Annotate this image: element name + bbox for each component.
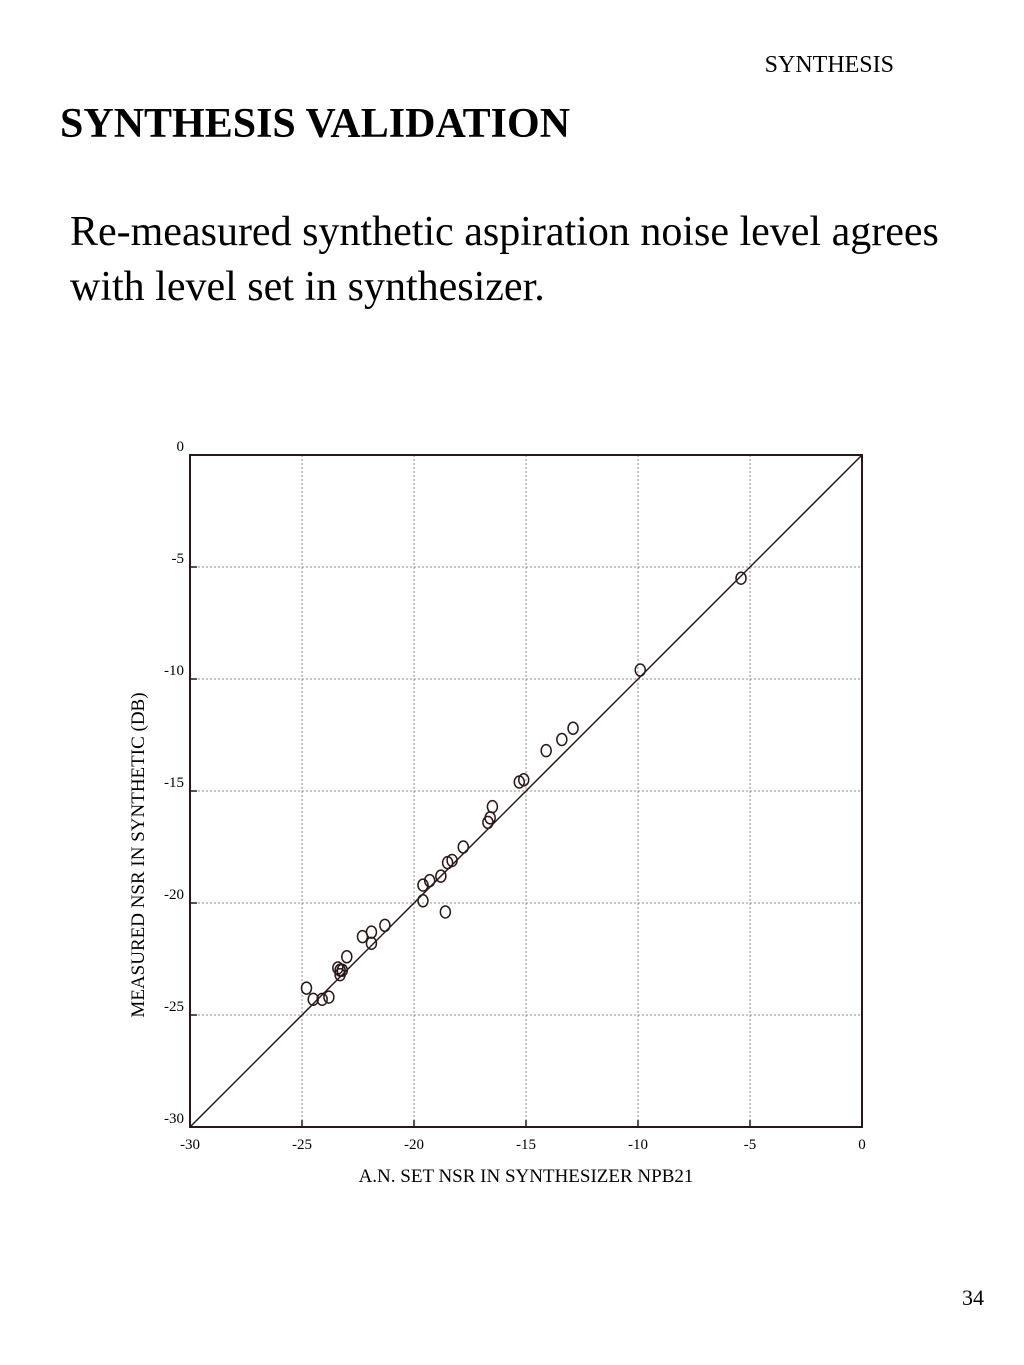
data-point	[635, 664, 645, 676]
x-tick-label: -10	[628, 1137, 648, 1153]
y-tick-label: -20	[164, 887, 184, 903]
y-tick-label: 0	[176, 439, 184, 455]
x-tick-label: -5	[743, 1137, 757, 1153]
x-tick-label: 0	[858, 1137, 866, 1153]
data-point	[324, 991, 334, 1003]
data-point	[541, 745, 551, 757]
page-number: 34	[962, 1285, 984, 1310]
data-point	[380, 919, 390, 931]
slide-body-text: Re-measured synthetic aspiration noise level agrees with level set in synthesizer.	[70, 209, 939, 310]
slide-title: SYNTHESIS VALIDATION	[60, 101, 571, 147]
data-point	[487, 801, 497, 813]
y-tick-label: -25	[164, 999, 184, 1015]
data-point	[440, 906, 450, 918]
x-tick-label: -20	[404, 1137, 424, 1153]
data-point	[557, 733, 567, 745]
y-tick-label: -5	[171, 551, 184, 567]
y-tick-label: -30	[164, 1111, 184, 1127]
x-tick-label: -15	[516, 1137, 536, 1153]
x-tick-label: -25	[292, 1137, 312, 1153]
data-point	[736, 572, 746, 584]
data-point	[458, 841, 468, 853]
data-point	[342, 951, 352, 963]
data-point	[568, 722, 578, 734]
data-point	[366, 926, 376, 938]
y-tick-label: -15	[164, 775, 184, 791]
x-axis-label: A.N. SET NSR IN SYNTHESIZER NPB21	[358, 1166, 694, 1187]
y-axis-label: MEASURED NSR IN SYNTHETIC (DB)	[128, 692, 149, 1018]
data-point	[301, 982, 311, 994]
section-label: SYNTHESIS	[764, 52, 894, 78]
data-point	[366, 937, 376, 949]
data-point	[418, 895, 428, 907]
x-tick-label: -30	[180, 1137, 200, 1153]
y-tick-label: -10	[164, 663, 184, 679]
tick-labels	[164, 439, 866, 1153]
